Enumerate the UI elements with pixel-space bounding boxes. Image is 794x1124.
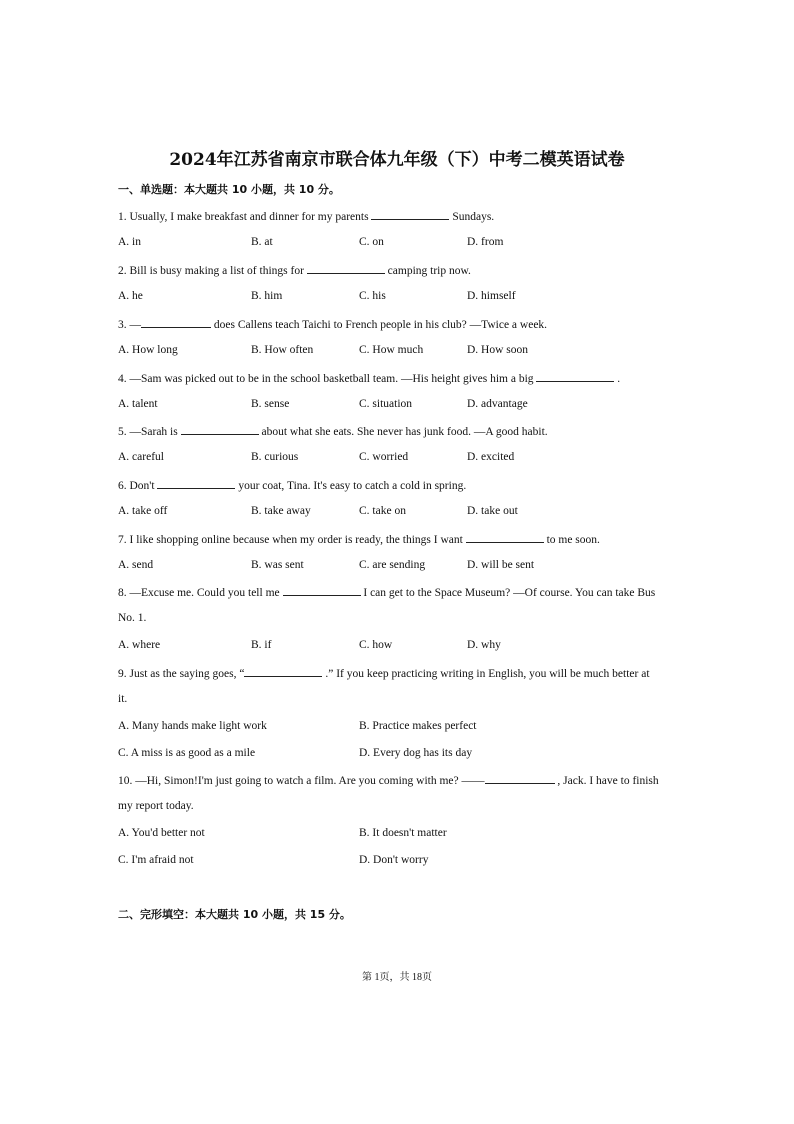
option-d: D. Don't worry: [359, 854, 429, 866]
question-3-text-end: does Callens teach Taichi to French people in his club? —Twice a week.: [211, 319, 548, 331]
option-b: B. sense: [251, 398, 290, 410]
option-d: D. excited: [467, 451, 515, 463]
option-b: B. was sent: [251, 559, 304, 571]
option-a: A. he: [118, 290, 143, 302]
question-8-text: 8. —Excuse me. Could you tell me: [118, 587, 283, 599]
option-c: C. I'm afraid not: [118, 854, 194, 866]
section-heading-single-choice: 一、单选题：本大题共 10 小题，共 10 分。: [118, 183, 340, 196]
answer-blank: [307, 262, 385, 274]
question-8: [118, 584, 655, 600]
option-d: D. himself: [467, 290, 516, 302]
option-a: A. take off: [118, 505, 168, 517]
option-b: B. take away: [251, 505, 311, 517]
question-4: [118, 370, 620, 386]
option-d: D. advantage: [467, 398, 528, 410]
option-b: B. him: [251, 290, 283, 302]
option-a: A. send: [118, 559, 154, 571]
option-c: C. How much: [359, 344, 424, 356]
option-a: A. in: [118, 236, 141, 248]
question-5: [118, 423, 548, 439]
option-d: D. will be sent: [467, 559, 535, 571]
option-b: B. Practice makes perfect: [359, 720, 477, 732]
option-c: C. his: [359, 290, 386, 302]
option-b: B. at: [251, 236, 273, 248]
question-9-text: 9. Just as the saying goes, “: [118, 668, 245, 680]
question-10-text-end: , Jack. I have to finish: [554, 775, 659, 787]
question-2-text: 2. Bill is busy making a list of things for: [118, 265, 307, 277]
option-c: C. worried: [359, 451, 409, 463]
question-8-text-end: I can get to the Space Museum? —Of course. You can take Bus: [360, 587, 656, 599]
question-6: [118, 477, 466, 493]
page-number-footer: 第 1页，共 18页: [362, 972, 432, 983]
option-d: D. why: [467, 639, 501, 651]
option-a: A. where: [118, 639, 161, 651]
option-d: D. How soon: [467, 344, 529, 356]
answer-blank: [466, 531, 544, 543]
question-1: [118, 208, 494, 224]
answer-blank: [157, 477, 235, 489]
answer-blank: [371, 208, 449, 220]
question-7-text-end: to me soon.: [543, 534, 600, 546]
page-title: 2024年江苏省南京市联合体九年级（下）中考二模英语试卷: [169, 150, 625, 170]
question-2-text-end: camping trip now.: [384, 265, 471, 277]
option-d: D. take out: [467, 505, 518, 517]
question-5-text-end: about what she eats. She never has junk food. —A good habit.: [258, 426, 548, 438]
option-d: D. Every dog has its day: [359, 747, 473, 759]
question-3-text: 3. —: [118, 319, 141, 331]
question-9-text-end: .” If you keep practicing writing in English, you will be much better at: [322, 668, 650, 680]
question-2: [118, 262, 471, 278]
option-a: A. Many hands make light work: [118, 720, 267, 732]
question-10-text: 10. —Hi, Simon!I'm just going to watch a film. Are you coming with me? ——: [118, 775, 485, 787]
question-10: [118, 772, 659, 788]
option-b: B. It doesn't matter: [359, 827, 447, 839]
question-4-text: 4. —Sam was picked out to be in the school basketball team. —His height gives him a big: [118, 373, 537, 385]
question-4-text-end: .: [614, 373, 621, 385]
option-c: C. how: [359, 639, 393, 651]
option-c: C. A miss is as good as a mile: [118, 747, 256, 759]
option-c: C. are sending: [359, 559, 426, 571]
question-6-text: 6. Don't: [118, 480, 158, 492]
answer-blank: [181, 423, 259, 435]
question-9: [118, 665, 650, 681]
option-a: A. You'd better not: [118, 827, 205, 839]
question-10-continuation: my report today.: [118, 800, 194, 812]
question-7: [118, 531, 600, 547]
option-b: B. if: [251, 639, 272, 651]
answer-blank: [536, 370, 614, 382]
question-7-text: 7. I like shopping online because when my order is ready, the things I want: [118, 534, 466, 546]
option-b: B. How often: [251, 344, 314, 356]
option-c: C. take on: [359, 505, 406, 517]
section-heading-cloze: 二、完形填空：本大题共 10 小题，共 15 分。: [118, 908, 351, 921]
question-1-text-end: Sundays.: [449, 211, 495, 223]
option-d: D. from: [467, 236, 504, 248]
question-1-text: 1. Usually, I make breakfast and dinner for my parents: [118, 211, 372, 223]
answer-blank: [141, 316, 211, 328]
option-b: B. curious: [251, 451, 299, 463]
option-c: C. on: [359, 236, 384, 248]
question-3: [118, 316, 547, 332]
question-6-text-end: your coat, Tina. It's easy to catch a cold in spring.: [235, 480, 467, 492]
answer-blank: [485, 772, 555, 784]
option-a: A. careful: [118, 451, 164, 463]
question-8-continuation: No. 1.: [118, 612, 147, 624]
option-c: C. situation: [359, 398, 413, 410]
option-a: A. talent: [118, 398, 158, 410]
option-a: A. How long: [118, 344, 178, 356]
question-5-text: 5. —Sarah is: [118, 426, 181, 438]
answer-blank: [244, 665, 322, 677]
answer-blank: [283, 584, 361, 596]
question-9-continuation: it.: [118, 693, 128, 705]
